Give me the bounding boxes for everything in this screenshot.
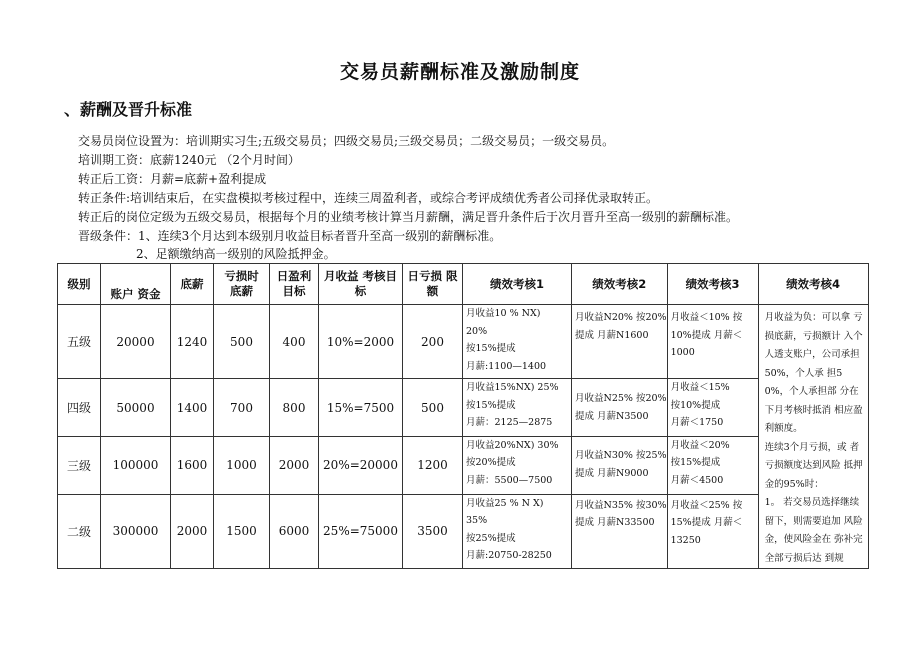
header-daily-target: 日盈利 目标 xyxy=(270,264,319,305)
cell-monthly: 15%=7500 xyxy=(319,379,403,437)
cell-kpi1: 月收益10 % NX) 20% 按15%提成 月薪:1100—1400 xyxy=(463,305,572,379)
cell-base: 2000 xyxy=(171,494,214,568)
paragraph-positions: 交易员岗位设置为：培训期实习生;五级交易员；四级交易员;三级交易员；二级交易员；一级交易员。 xyxy=(78,134,615,148)
salary-table xyxy=(57,263,869,569)
cell-daily-loss: 1200 xyxy=(403,436,463,494)
cell-base: 1600 xyxy=(171,436,214,494)
cell-loss-base: 1000 xyxy=(214,436,270,494)
cell-daily: 2000 xyxy=(270,436,319,494)
cell-monthly: 20%=20000 xyxy=(319,436,403,494)
table-header-row xyxy=(58,264,869,305)
cell-kpi3: 月收益＜15% 按10%提成 月薪＜1750 xyxy=(667,379,758,437)
cell-level: 四级 xyxy=(58,379,101,437)
cell-level: 二级 xyxy=(58,494,101,568)
paragraph-training-salary: 培训期工资：底薪1240元 （2个月时间） xyxy=(78,153,300,167)
cell-monthly: 10%=2000 xyxy=(319,305,403,379)
cell-account: 20000 xyxy=(101,305,171,379)
header-level: 级别 xyxy=(58,264,101,305)
cell-kpi2: 月收益N25% 按20% 提成 月薪N3500 xyxy=(572,379,668,437)
cell-loss-base: 700 xyxy=(214,379,270,437)
header-kpi3: 绩效考核3 xyxy=(667,264,758,305)
header-kpi1: 绩效考核1 xyxy=(463,264,572,305)
header-base: 底薪 xyxy=(171,264,214,305)
paragraph-risk-deposit: 2、足额缴纳高一级别的风险抵押金。 xyxy=(136,247,336,261)
cell-loss-base: 1500 xyxy=(214,494,270,568)
table-row xyxy=(58,436,869,494)
cell-daily: 800 xyxy=(270,379,319,437)
cell-kpi1: 月收益25 % N X) 35% 按25%提成 月薪:20750-28250 xyxy=(463,494,572,568)
cell-monthly: 25%=75000 xyxy=(319,494,403,568)
cell-kpi1: 月收益15%NX) 25% 按15%提成 月薪：2125—2875 xyxy=(463,379,572,437)
cell-account: 100000 xyxy=(101,436,171,494)
cell-kpi3: 月收益＜20% 按15%提成 月薪＜4500 xyxy=(667,436,758,494)
paragraph-grade-assignment: 转正后的岗位定级为五级交易员，根据每个月的业绩考核计算当月薪酬，满足晋升条件后于次月晋升至高一级别的薪酬标准。 xyxy=(78,210,739,224)
cell-base: 1400 xyxy=(171,379,214,437)
cell-daily: 400 xyxy=(270,305,319,379)
cell-kpi3: 月收益＜25% 按 15%提成 月薪＜ 13250 xyxy=(667,494,758,568)
cell-level: 五级 xyxy=(58,305,101,379)
header-daily-loss: 日亏损 限 额 xyxy=(403,264,463,305)
cell-account: 50000 xyxy=(101,379,171,437)
header-account: 账户 资金 xyxy=(101,264,171,305)
header-monthly-target: 月收益 考核目 标 xyxy=(319,264,403,305)
cell-daily: 6000 xyxy=(270,494,319,568)
header-kpi4: 绩效考核4 xyxy=(758,264,868,305)
paragraph-promotion-condition: 晋级条件：1、连续3个月达到本级别月收益目标者晋升至高一级别的薪酬标准。 xyxy=(78,229,502,243)
cell-account: 300000 xyxy=(101,494,171,568)
header-loss-base: 亏损时 底薪 xyxy=(214,264,270,305)
cell-loss-base: 500 xyxy=(214,305,270,379)
header-kpi2: 绩效考核2 xyxy=(572,264,668,305)
cell-kpi1: 月收益20%NX) 30% 按20%提成 月薪：5500—7500 xyxy=(463,436,572,494)
cell-daily-loss: 3500 xyxy=(403,494,463,568)
cell-kpi2: 月收益N30% 按25% 提成 月薪N9000 xyxy=(572,436,668,494)
cell-kpi3: 月收益＜10% 按 10%提成 月薪＜ 1000 xyxy=(667,305,758,379)
cell-daily-loss: 500 xyxy=(403,379,463,437)
page-title: 交易员薪酬标准及激励制度 xyxy=(339,61,580,83)
cell-base: 1240 xyxy=(171,305,214,379)
table-row xyxy=(58,494,869,568)
section-heading: 、薪酬及晋升标准 xyxy=(64,100,193,119)
table-row xyxy=(58,379,869,437)
table-row xyxy=(58,305,869,379)
cell-kpi4: 月收益为负：可以拿 亏损底薪，亏损额计 入个人透支账户，公司承担50%，个人承 担50%，个人承担部 分在下月考核时抵消 相应盈利额度。 连续3个月亏损，或 者亏损额度达到风险 抵押金的95%时： 1。 若交易员选择继续留下，则需要追加 风险金，使风险金在 弥补完全部亏损后达 到规 xyxy=(758,305,868,569)
cell-level: 三级 xyxy=(58,436,101,494)
cell-kpi2: 月收益N35% 按30% 提成 月薪N33500 xyxy=(572,494,668,568)
cell-kpi2: 月收益N20% 按20% 提成 月薪N1600 xyxy=(572,305,668,379)
paragraph-regular-salary: 转正后工资：月薪=底薪+盈利提成 xyxy=(78,172,267,186)
cell-daily-loss: 200 xyxy=(403,305,463,379)
paragraph-regularization-condition: 转正条件:培训结束后，在实盘模拟考核过程中，连续三周盈利者，或综合考评成绩优秀者公司择优录取转正。 xyxy=(78,191,659,205)
